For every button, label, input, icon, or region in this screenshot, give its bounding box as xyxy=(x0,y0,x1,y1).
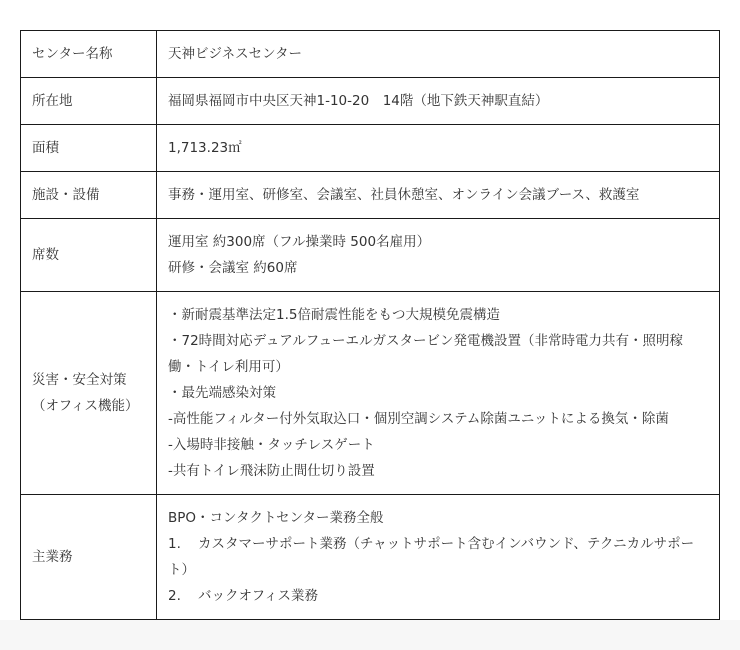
seats-line: 運用室 約300席（フル操業時 500名雇用） xyxy=(168,234,431,250)
row-value-address xyxy=(157,78,720,125)
safety-line: -高性能フィルター付外気取込口・個別空調システム除菌ユニットによる換気・除菌 xyxy=(168,411,669,427)
row-label-safety: 災害・安全対策 （オフィス機能） xyxy=(21,292,157,495)
row-label-address: 所在地 xyxy=(21,78,157,125)
table-row-seats xyxy=(21,219,720,292)
main-business-item xyxy=(168,531,708,583)
row-label-main-business: 主業務 xyxy=(21,495,157,620)
row-value-seats xyxy=(157,219,720,292)
safety-line: ・72時間対応デュアルフューエルガスタービン発電機設置（非常時電力共有・照明稼働・トイレ利用可） xyxy=(168,333,684,375)
center-name-text: 天神ビジネスセンター xyxy=(168,46,303,62)
table-row-safety xyxy=(21,292,720,495)
table-row-address xyxy=(21,78,720,125)
safety-line: -入場時非接触・タッチレスゲート xyxy=(168,437,375,453)
address-text: 福岡県福岡市中央区天神1-10-20 14階（地下鉄天神駅直結） xyxy=(168,93,549,109)
facilities-text: 事務・運用室、研修室、会議室、社員休憩室、オンライン会議ブース、救護室 xyxy=(168,187,640,203)
table-row-main-business xyxy=(21,495,720,620)
table-row-center-name xyxy=(21,31,720,78)
row-label-area: 面積 xyxy=(21,125,157,172)
center-info-table xyxy=(20,30,720,620)
safety-line: -共有トイレ飛沫防止間仕切り設置 xyxy=(168,463,375,479)
item-text: バックオフィス業務 xyxy=(198,588,319,604)
row-value-area xyxy=(157,125,720,172)
row-label-facilities: 施設・設備 xyxy=(21,172,157,219)
row-value-main-business xyxy=(157,495,720,620)
row-label-seats: 席数 xyxy=(21,219,157,292)
row-value-safety xyxy=(157,292,720,495)
table-row-area xyxy=(21,125,720,172)
item-number: 2. xyxy=(168,588,181,604)
safety-line: ・新耐震基準法定1.5倍耐震性能をもつ大規模免震構造 xyxy=(168,307,500,323)
main-business-line: BPO・コンタクトセンター業務全般 xyxy=(168,510,384,526)
safety-line: ・最先端感染対策 xyxy=(168,385,276,401)
item-text: カスタマーサポート業務（チャットサポート含むインバウンド、テクニカルサポート） xyxy=(168,536,695,578)
seats-line: 研修・会議室 約60席 xyxy=(168,260,298,276)
table-row-facilities xyxy=(21,172,720,219)
main-business-item xyxy=(168,583,708,609)
area-text: 1,713.23㎡ xyxy=(168,140,242,156)
item-number: 1. xyxy=(168,536,181,552)
row-value-facilities xyxy=(157,172,720,219)
row-value-center-name xyxy=(157,31,720,78)
row-label-center-name: センター名称 xyxy=(21,31,157,78)
